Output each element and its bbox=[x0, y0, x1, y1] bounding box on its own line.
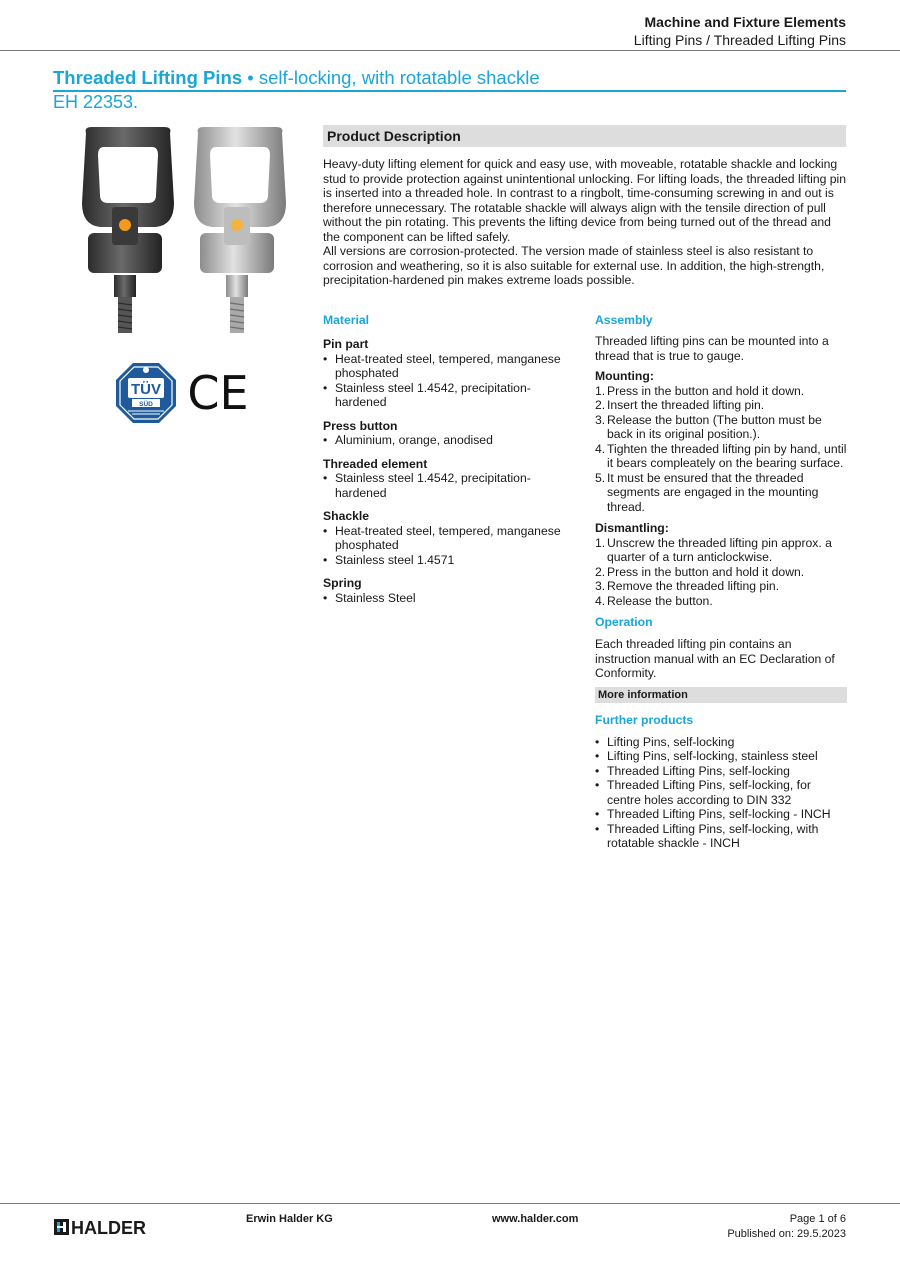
step-text: Unscrew the threaded lifting pin approx. a quarter of a turn anticlockwise. bbox=[607, 535, 832, 564]
material-groups bbox=[323, 337, 573, 605]
step-item bbox=[595, 594, 847, 609]
material-heading: Material bbox=[323, 313, 370, 327]
step-item bbox=[595, 398, 847, 413]
further-products-list bbox=[595, 735, 847, 851]
dark-lifting-pin bbox=[82, 127, 174, 333]
material-item-list bbox=[323, 352, 573, 410]
step-item bbox=[595, 536, 847, 565]
assembly-heading: Assembly bbox=[595, 313, 653, 327]
material-group-title: Threaded element bbox=[323, 456, 428, 471]
step-item bbox=[595, 384, 847, 399]
material-group bbox=[323, 457, 573, 501]
step-number: 4. bbox=[595, 593, 606, 608]
svg-text:SÜD: SÜD bbox=[139, 401, 153, 408]
step-number: 3. bbox=[595, 412, 606, 427]
further-product-link[interactable]: • Threaded Lifting Pins, self-locking, with rotatable shackle - INCH bbox=[595, 822, 847, 851]
material-group bbox=[323, 419, 573, 448]
step-item bbox=[595, 579, 847, 594]
more-information-label: More information bbox=[598, 688, 688, 701]
operation-heading: Operation bbox=[595, 615, 653, 629]
header-category: Machine and Fixture Elements bbox=[644, 14, 846, 30]
material-item: • Heat-treated steel, tempered, manganese phosphated bbox=[323, 352, 573, 381]
page-header bbox=[634, 13, 846, 49]
svg-text:TÜV: TÜV bbox=[131, 381, 161, 398]
step-text: Release the button (The button must be back in its original position.). bbox=[607, 412, 822, 441]
title-separator: • bbox=[242, 67, 259, 88]
product-photo bbox=[78, 125, 293, 340]
page-number: Page 1 of 6 bbox=[789, 1213, 846, 1225]
material-item: • Stainless steel 1.4542, precipitation-hardened bbox=[323, 471, 573, 500]
step-number: 3. bbox=[595, 579, 606, 593]
product-code: EH 22353. bbox=[53, 92, 139, 112]
product-description-header bbox=[323, 125, 846, 147]
material-item-list bbox=[323, 471, 573, 500]
material-item: • Heat-treated steel, tempered, manganese phosphated bbox=[323, 524, 573, 553]
title-sub: self-locking, with rotatable shackle bbox=[258, 67, 540, 88]
further-product-link[interactable]: • Lifting Pins, self-locking bbox=[595, 735, 847, 750]
published-date: Published on: 29.5.2023 bbox=[727, 1228, 846, 1240]
material-group bbox=[323, 576, 573, 605]
step-item bbox=[595, 442, 847, 471]
material-group-title: Spring bbox=[323, 576, 362, 590]
further-product-link[interactable]: • Threaded Lifting Pins, self-locking - INCH bbox=[595, 807, 847, 822]
svg-text:CE: CE bbox=[187, 366, 249, 420]
material-item: • Stainless Steel bbox=[323, 591, 573, 606]
material-section bbox=[323, 313, 573, 614]
step-text: Release the button. bbox=[607, 593, 713, 608]
page-title bbox=[53, 66, 846, 90]
ce-mark-icon bbox=[187, 366, 248, 420]
more-information-bar bbox=[595, 687, 847, 703]
step-item bbox=[595, 413, 847, 442]
step-item bbox=[595, 471, 847, 515]
step-number: 4. bbox=[595, 441, 606, 456]
assembly-intro: Threaded lifting pins can be mounted into a thread that is true to gauge. bbox=[595, 334, 829, 363]
step-text: Insert the threaded lifting pin. bbox=[607, 398, 765, 412]
stainless-lifting-pin bbox=[194, 127, 286, 333]
further-product-link[interactable]: • Threaded Lifting Pins, self-locking bbox=[595, 764, 847, 779]
product-description-title: Product Description bbox=[327, 128, 461, 144]
title-underline bbox=[53, 90, 846, 92]
header-breadcrumb: Lifting Pins / Threaded Lifting Pins bbox=[633, 32, 846, 48]
footer-divider bbox=[0, 1203, 900, 1204]
further-products-heading: Further products bbox=[595, 712, 694, 727]
svg-text:HALDER: HALDER bbox=[71, 1218, 146, 1236]
step-number: 1. bbox=[595, 535, 606, 550]
material-group-title: Press button bbox=[323, 418, 398, 433]
material-group bbox=[323, 337, 573, 410]
step-text: Press in the button and hold it down. bbox=[607, 564, 805, 579]
material-group bbox=[323, 509, 573, 567]
step-text: Press in the button and hold it down. bbox=[607, 383, 805, 398]
assembly-section bbox=[595, 313, 847, 851]
material-group-title: Pin part bbox=[323, 337, 369, 351]
footer-meta bbox=[727, 1212, 846, 1242]
step-item bbox=[595, 565, 847, 580]
description-paragraph: Heavy-duty lifting element for quick and easy use, with moveable, rotatable shackle and locking stud to provide protection against unintentional unlocking. For lifting loads, the threaded lifting pin is inserted into a threaded hole. In contrast to a ringbolt, time-consuming screwing in and out is therefore unnecessary. The rotatable shackle will always align with the tensile direction of pull without the pin rotating. This prevents the lifting device from being turned out of the thread and the component can be lifted safely. bbox=[323, 157, 847, 244]
footer-website: www.halder.com bbox=[492, 1213, 579, 1225]
operation-text: Each threaded lifting pin contains an instruction manual with an EC Declaration of Conformity. bbox=[595, 637, 835, 680]
step-number: 1. bbox=[595, 383, 606, 398]
material-item-list bbox=[323, 433, 573, 448]
step-text: Remove the threaded lifting pin. bbox=[607, 579, 780, 593]
halder-logo-icon bbox=[54, 1219, 69, 1235]
material-item: • Stainless steel 1.4542, precipitation-hardened bbox=[323, 381, 573, 410]
mounting-title: Mounting: bbox=[595, 369, 654, 383]
material-item-list bbox=[323, 524, 573, 568]
material-item: • Stainless steel 1.4571 bbox=[323, 553, 573, 568]
further-product-link[interactable]: • Lifting Pins, self-locking, stainless steel bbox=[595, 749, 847, 764]
halder-logo bbox=[54, 1218, 164, 1236]
dismantling-steps bbox=[595, 536, 847, 609]
material-group-title: Shackle bbox=[323, 509, 370, 523]
material-item-list bbox=[323, 591, 573, 606]
step-number: 5. bbox=[595, 470, 606, 485]
tuv-sud-icon bbox=[116, 363, 176, 423]
step-text: It must be ensured that the threaded segments are engaged in the mounting thread. bbox=[607, 470, 819, 514]
material-item: • Aluminium, orange, anodised bbox=[323, 433, 573, 448]
step-text: Tighten the threaded lifting pin by hand, until it bears compleately on the bearing surface. bbox=[607, 441, 847, 470]
dismantling-title: Dismantling: bbox=[595, 521, 669, 535]
step-number: 2. bbox=[595, 398, 606, 412]
product-description-text bbox=[323, 157, 848, 288]
footer-company: Erwin Halder KG bbox=[246, 1213, 333, 1225]
further-product-link[interactable]: • Threaded Lifting Pins, self-locking, for centre holes according to DIN 332 bbox=[595, 778, 847, 807]
header-divider bbox=[0, 50, 900, 51]
title-main: Threaded Lifting Pins bbox=[53, 67, 243, 88]
description-paragraph: All versions are corrosion-protected. The version made of stainless steel is also resistant to corrosion and weathering, so it is also suitable for external use. In addition, the high-strength, precipitation-hardened pin makes extreme loads possible. bbox=[323, 244, 825, 287]
certification-marks bbox=[114, 361, 259, 425]
mounting-steps bbox=[595, 384, 847, 515]
step-number: 2. bbox=[595, 564, 606, 579]
